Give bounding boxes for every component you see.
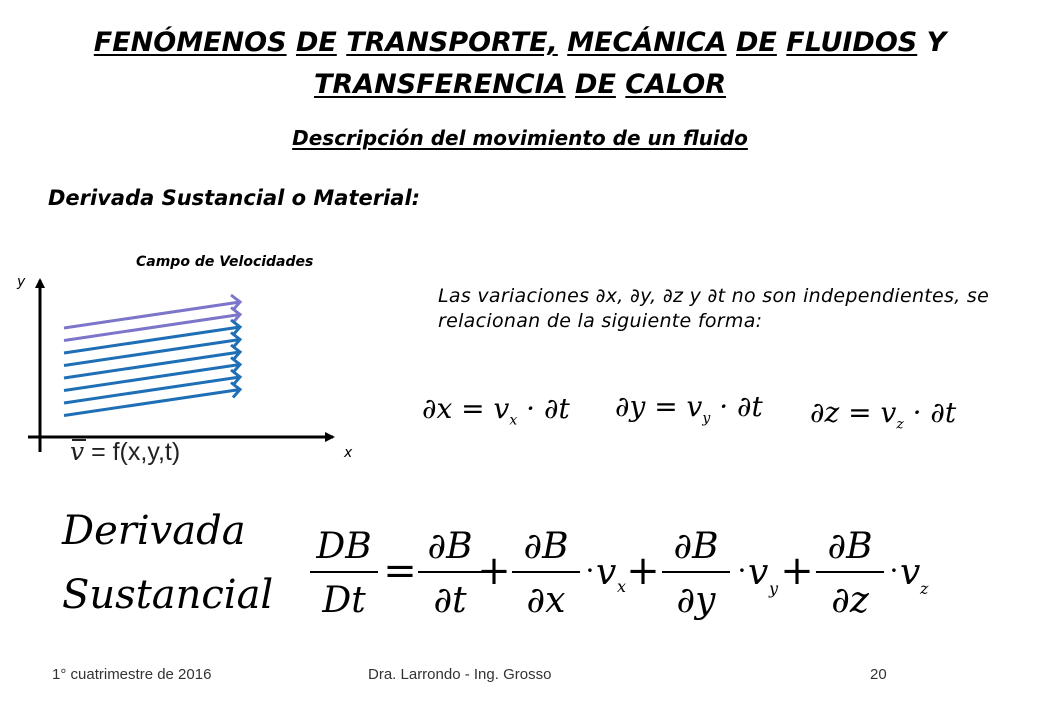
velocity-symbol: v [70, 437, 85, 466]
eq-dz-tail: · ∂t [903, 396, 957, 429]
equals-sign: = [383, 548, 417, 594]
title-word: Y [926, 27, 947, 58]
eq-dx-main: ∂x = v [422, 392, 510, 425]
title-word: MECÁNICA [567, 27, 727, 58]
title-word: DE [736, 27, 777, 58]
title-word: DE [295, 27, 337, 58]
lhs-denominator: Dt [322, 580, 366, 621]
relation-paragraph: Las variaciones ∂x, ∂y, ∂z y ∂t no son independientes, se relacionan de la siguiente forma: [438, 285, 990, 332]
title-word: FENÓMENOS [93, 27, 287, 58]
t4-numerator: ∂B [827, 526, 873, 567]
t1-denominator: ∂t [433, 580, 467, 621]
t3-numerator: ∂B [673, 526, 719, 567]
eq-dx-tail: · ∂t [517, 392, 570, 425]
lhs-numerator: DB [316, 526, 372, 567]
page-subtitle: Descripción del movimiento de un fluido [292, 126, 748, 150]
velocity-field-title: Campo de Velocidades [136, 254, 314, 270]
t3-denominator: ∂y [676, 580, 716, 621]
eq-dz-sub: z [896, 416, 904, 433]
plus-sign: + [626, 548, 660, 594]
title-word: TRANSPORTE, [346, 27, 558, 58]
t2-subscript: x [617, 577, 627, 596]
t3-v: v [748, 552, 769, 593]
plus-sign: + [780, 548, 814, 594]
x-axis-label: x [344, 445, 353, 461]
eq-dy-sub: y [702, 410, 711, 427]
sustancial-label: Sustancial [62, 572, 274, 618]
eq-dx-sub: x [509, 412, 518, 429]
derivada-label: Derivada [62, 508, 246, 554]
t2-numerator: ∂B [523, 526, 569, 567]
title-word: FLUIDOS [786, 27, 918, 58]
dot-sign: · [737, 554, 747, 587]
eq-dz-main: ∂z = v [810, 396, 897, 429]
t2-v: v [596, 552, 617, 593]
t4-v: v [900, 552, 921, 593]
t4-denominator: ∂z [831, 580, 869, 621]
title-word: TRANSFERENCIA [314, 69, 566, 100]
y-axis-label: y [17, 274, 26, 290]
t2-denominator: ∂x [526, 580, 566, 621]
footer-date: 1° cuatrimestre de 2016 [52, 666, 212, 683]
t4-subscript: z [920, 579, 929, 598]
footer-page-number: 20 [870, 666, 887, 683]
title-word: DE [575, 69, 616, 100]
t1-numerator: ∂B [427, 526, 473, 567]
footer-authors: Dra. Larrondo - Ing. Grosso [368, 666, 552, 683]
t3-subscript: y [769, 579, 779, 598]
eq-dy-main: ∂y = v [615, 390, 703, 423]
eq-dy-tail: · ∂t [710, 390, 763, 423]
section-heading: Derivada Sustancial o Material: [48, 186, 421, 210]
dot-sign: · [585, 554, 595, 587]
title-word: CALOR [625, 69, 726, 100]
velocity-formula-rest: = f(x,y,t) [84, 438, 181, 466]
dot-sign: · [889, 554, 899, 587]
plus-sign: + [477, 548, 511, 594]
